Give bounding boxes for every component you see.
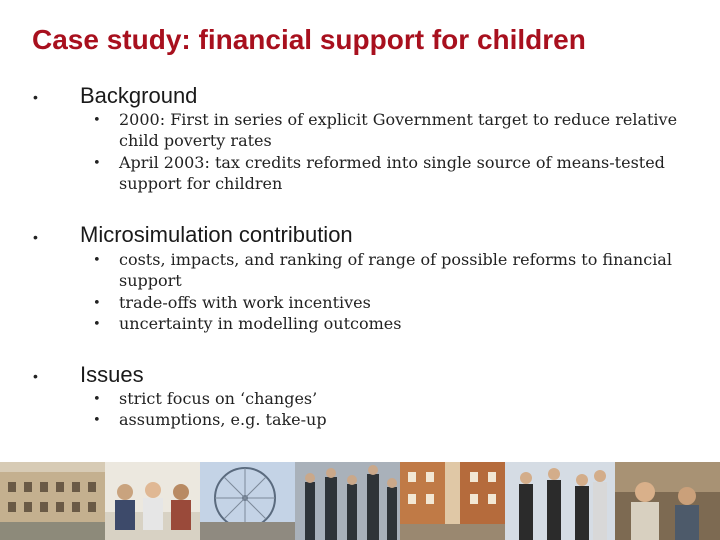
list-item: costs, impacts, and ranking of range of possible reforms to financial support <box>119 250 672 290</box>
commuters-photo <box>505 462 615 540</box>
bullet-icon: • <box>33 229 38 245</box>
bullet-icon: • <box>93 317 101 332</box>
list-item: 2000: First in series of explicit Government target to reduce relative child poverty rates <box>119 110 678 150</box>
bullet-icon: • <box>93 253 101 268</box>
street-photo <box>400 462 505 540</box>
bullet-icon: • <box>93 413 101 428</box>
crowd-photo <box>295 462 400 540</box>
list-item: uncertainty in modelling outcomes <box>119 314 402 333</box>
section-heading-background: Background <box>80 83 198 108</box>
bullet-icon: • <box>93 156 101 171</box>
slide-title: Case study: financial support for children <box>32 24 586 55</box>
london-eye-photo <box>200 462 295 540</box>
building-photo <box>0 462 105 540</box>
bullet-icon: • <box>93 113 101 128</box>
list-item: trade-offs with work incentives <box>119 293 371 312</box>
family-photo <box>615 462 720 540</box>
list-item: April 2003: tax credits reformed into single source of means-tested support for children <box>119 153 665 193</box>
office-people-photo <box>105 462 200 540</box>
list-item: strict focus on ‘changes’ <box>119 389 318 408</box>
bullet-icon: • <box>93 392 101 407</box>
bullet-icon: • <box>33 89 38 105</box>
list-item: assumptions, e.g. take-up <box>119 410 327 429</box>
section-heading-microsimulation: Microsimulation contribution <box>80 222 353 247</box>
bullet-icon: • <box>33 368 38 384</box>
bullet-icon: • <box>93 296 101 311</box>
section-heading-issues: Issues <box>80 362 144 387</box>
photo-strip <box>0 462 720 540</box>
